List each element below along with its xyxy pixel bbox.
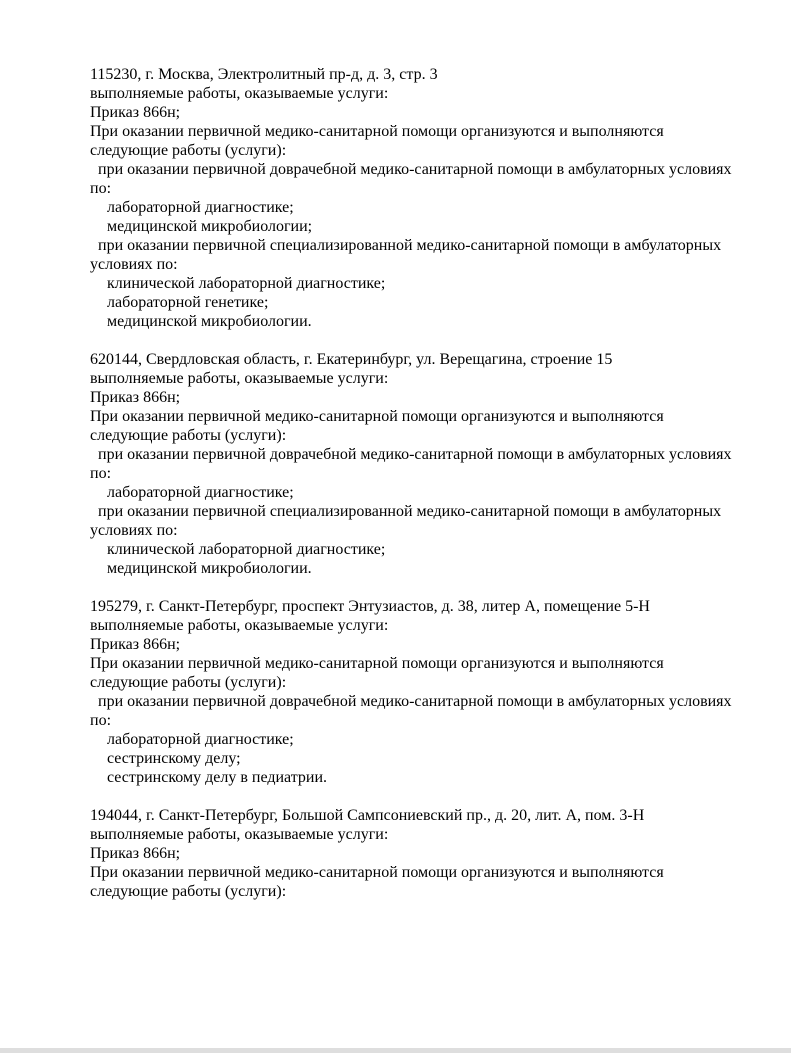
document-line: лабораторной диагностике; — [107, 484, 294, 501]
document-line: при оказании первичной специализированной медико-санитарной помощи в амбулаторных условиях по: — [90, 237, 722, 273]
address-line: 195279, г. Санкт-Петербург, проспект Энтузиастов, д. 38, литер А, помещение 5-Н — [90, 598, 650, 615]
entry-lines — [90, 369, 745, 578]
document-line: медицинской микробиологии; — [107, 218, 313, 235]
document-line: Приказ 866н; — [90, 845, 181, 862]
entry-lines — [90, 84, 745, 331]
document-line: Приказ 866н; — [90, 389, 181, 406]
horizontal-scrollbar-thumb[interactable] — [0, 1048, 791, 1053]
document-line: лабораторной генетике; — [107, 294, 269, 311]
address-line: 115230, г. Москва, Электролитный пр-д, д. 3, стр. 3 — [90, 66, 438, 83]
entry-lines — [90, 825, 745, 901]
document-line: при оказании первичной доврачебной медико-санитарной помощи в амбулаторных условиях по: — [90, 446, 732, 482]
document-line: выполняемые работы, оказываемые услуги: — [90, 826, 389, 843]
document-line: При оказании первичной медико-санитарной помощи организуются и выполняются следующие работы (услуги): — [90, 864, 664, 900]
horizontal-scrollbar-track[interactable] — [0, 1048, 791, 1053]
document-line: выполняемые работы, оказываемые услуги: — [90, 617, 389, 634]
document-line: при оказании первичной доврачебной медико-санитарной помощи в амбулаторных условиях по: — [90, 161, 732, 197]
license-address-entry — [90, 597, 745, 787]
address-line: 194044, г. Санкт-Петербург, Большой Сампсониевский пр., д. 20, лит. А, пом. 3-Н — [90, 807, 645, 824]
document-line: При оказании первичной медико-санитарной помощи организуются и выполняются следующие работы (услуги): — [90, 408, 664, 444]
entry-lines — [90, 616, 745, 787]
document-line: клинической лабораторной диагностике; — [107, 541, 386, 558]
address-line: 620144, Свердловская область, г. Екатеринбург, ул. Верещагина, строение 15 — [90, 351, 613, 368]
document-line: при оказании первичной специализированной медико-санитарной помощи в амбулаторных условиях по: — [90, 503, 722, 539]
license-address-entry — [90, 65, 745, 331]
document-line: лабораторной диагностике; — [107, 731, 294, 748]
document-line: При оказании первичной медико-санитарной помощи организуются и выполняются следующие работы (услуги): — [90, 655, 664, 691]
document-line: Приказ 866н; — [90, 104, 181, 121]
document-line: сестринскому делу; — [107, 750, 241, 767]
document-line: при оказании первичной доврачебной медико-санитарной помощи в амбулаторных условиях по: — [90, 693, 732, 729]
license-address-entry — [90, 806, 745, 901]
document-line: выполняемые работы, оказываемые услуги: — [90, 85, 389, 102]
document-line: медицинской микробиологии. — [107, 560, 312, 577]
document-line: клинической лабораторной диагностике; — [107, 275, 386, 292]
document-line: медицинской микробиологии. — [107, 313, 312, 330]
document-line: лабораторной диагностике; — [107, 199, 294, 216]
license-address-entry — [90, 350, 745, 578]
document-line: выполняемые работы, оказываемые услуги: — [90, 370, 389, 387]
document-line: При оказании первичной медико-санитарной помощи организуются и выполняются следующие работы (услуги): — [90, 123, 664, 159]
document-body — [90, 65, 745, 901]
document-line: сестринскому делу в педиатрии. — [107, 769, 328, 786]
document-line: Приказ 866н; — [90, 636, 181, 653]
